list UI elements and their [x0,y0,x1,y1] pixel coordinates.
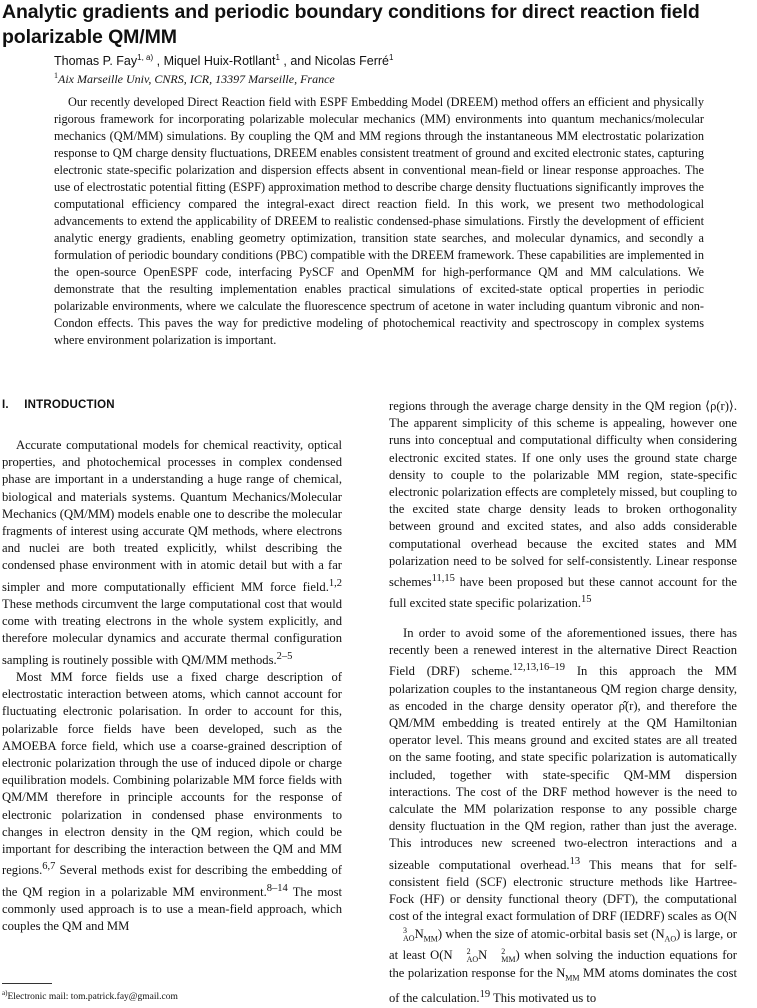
citation[interactable]: 11,15 [431,573,455,585]
author-list: Thomas P. Fay$^{1, a)}$ , Miquel Huix-Rotllant$^1$ , and Nicolas Ferré$^1$ [54,53,394,69]
affiliation-mark: 1 [54,71,58,80]
author-name: Thomas P. Fay [54,54,138,69]
author-name: Miquel Huix-Rotllant [163,54,276,69]
section-number: I. [2,399,9,411]
footnote-rule [2,983,52,984]
citation[interactable]: 8–14 [266,882,288,894]
affiliation [54,68,704,87]
citation[interactable]: 12,13,16–19 [512,662,565,674]
intro-paragraph-2: Most MM force fields use a fixed charge description of electrostatic interaction between atoms, which cannot account for fluctuating electronic polarisation. In order to account for this, polarizable force fields have been developed, such as the AMOEBA force field, which use a coarse-grained description of electronic polarization through the use of induced dipole or charge equilibration models. Combining polarizable MM force fields with QM/MM therefore in principle accounts for the response of electronic polarization in condensed phase environments to changes in electron density in the QM region, which could be important for describing the interaction between the QM and MM regions.$^{6,7}$ Several methods exist for describing the embedding of the QM region in a polarizable MM environment.$^{8-14}$ The most commonly used approach is to use a mean-field approach, which couples the QM and MM [2,670,342,934]
author-affiliation-mark: 1 [275,53,280,62]
footnote-text: Electronic mail: tom.patrick.fay@gmail.com [7,992,178,1003]
author-affiliation-mark: 1 [389,53,394,62]
right-column [389,398,737,1008]
intro-paragraph-3: In order to avoid some of the aforementioned issues, there has recently been a renewed interest in the alternative Direct Reaction Field (DRF) scheme.$^{12,13,16-19}$ In this approach the MM polarization couples to the instantaneous QM region charge density, as encoded in the charge density operator ρ̂(r), and therefore the QM/MM embedding is treated entirely at the QM Hamiltonian operator level. This means ground and excited states are all treated on the same footing, and state specific polarization is automatically included, together with state-specific QM-MM dispersion interactions. The cost of the DRF method however is the need to calculate the MM polarization response to any possible charge density fluctuation in the QM region, rather than just the average. This introduces new screened two-electron interactions and a sizeable computational overhead.$^{13}$ This means that for self-consistent field (SCF) electronic structure methods like Hartree-Fock (HF) or density functional theory (DFT), the computational cost of the integral exact formulation of DRF (IEDRF) scales as O(N 3 AO $N_{MM}$) when the size of atomic-orbital basis set $(N_{AO})$ is large, or at least O(N 2 AO N 2 MM ) when solving the induction equations for the polarization response for the $N_{MM}$ MM atoms dominates the cost of the calculation.$^{19}$ This motivated us to [389,625,737,1006]
author-affiliation-mark: 1, a) [137,53,154,62]
citation[interactable]: 1,2 [328,577,342,589]
footnote [2,987,362,1003]
citation[interactable]: 15 [580,594,592,606]
citation[interactable]: 13 [569,855,581,867]
left-column [2,398,342,935]
author-name: Nicolas Ferré [314,54,389,69]
citation[interactable]: 6,7 [42,861,56,873]
section-title: INTRODUCTION [24,399,115,411]
affiliation-text: Aix Marseille Univ, CNRS, ICR, 13397 Marseille, France [58,72,335,86]
abstract: Our recently developed Direct Reaction field with ESPF Embedding Model (DREEM) method offers an efficient and physically rigorous framework for incorporating polarizable molecular mechanics (MM) environments into quantum mechanics/molecular mechanics (QM/MM) simulations. By coupling the QM and MM regions through the instantaneous MM electrostatic polarization response to QM charge density fluctuations, DREEM enables consistent treatment of ground and excited electronic states, capturing electronic state-specific polarization and dispersion effects absent in conventional mean-field or linear response approaches. The use of electrostatic potential fitting (ESPF) approximation method to describe charge density fluctuations significantly improves the computational efficiency compared the integral-exact direct reaction field. In this work, we present two methodological advancements to extend the applicability of DREEM to realistic condensed-phase simulations. Firstly the development of efficient analytic energy gradients, enabling geometry optimization, transition state searches, and molecular dynamics, and secondly a formulation of periodic boundary conditions (PBC) compatible with the DREEM framework. These capabilities are implemented in the open-source OpenESPF code, interfacing PySCF and OpenMM for high-performance QM and MM calculations. We demonstrate that the resulting implementation enables practical simulations of excited-state optical properties in periodic polarizable environments, where we calculate the fluorescence spectrum of acetone in water including quantum vibronic and non-Condon effects. This paves the way for predictive modeling of photochemical reactivity and spectroscopy in complex systems where environment polarization is important. [54,95,704,347]
footnote-mark: a) [2,989,8,997]
paper-title: Analytic gradients and periodic boundary conditions for direct reaction field polarizable QM/MM [2,1,700,48]
intro-paragraph-1: Accurate computational models for chemical reactivity, optical properties, and photochemical processes in complex condensed phase are important in a understanding a huge range of chemical, biological and materials systems. Quantum Mechanics/Molecular Mechanics (QM/MM) models enable one to describe the molecular fragments of interest using accurate QM methods, where electrons and nuclei are both treated explicitly, whilst describing the condensed phase environment with in atomic detail but with a far simpler and more computationally efficient MM force field.$^{1,2}$ These methods circumvent the large computational cost that would come with treating electrons in the whole system explicitly, and therefore molecular dynamics and accurate thermal configuration sampling is routinely possible with QM/MM methods.$^{2-5}$ [2,438,342,667]
intro-paragraph-continued: regions through the average charge density in the QM region ⟨ρ(r)⟩. The apparent simplicity of this scheme is appealing, however one runs into conceptual and computational difficulty when considering electronic excited states. If one only uses the ground state charge density to couple to the polarizable MM region, state-specific electronic polarization effects are completely missed, but coupling to the excited state charge density leads to broken orthogonality between ground and excited states, and also adds considerable computational overhead because the excited states and MM polarization need to be solved for self-consistently. Linear response schemes$^{11,15}$ have been proposed but these cannot account for the full excited state specific polarization.$^{15}$ [389,399,737,611]
section-heading [2,398,342,412]
citation[interactable]: 19 [479,989,491,1001]
citation[interactable]: 2–5 [276,650,293,662]
